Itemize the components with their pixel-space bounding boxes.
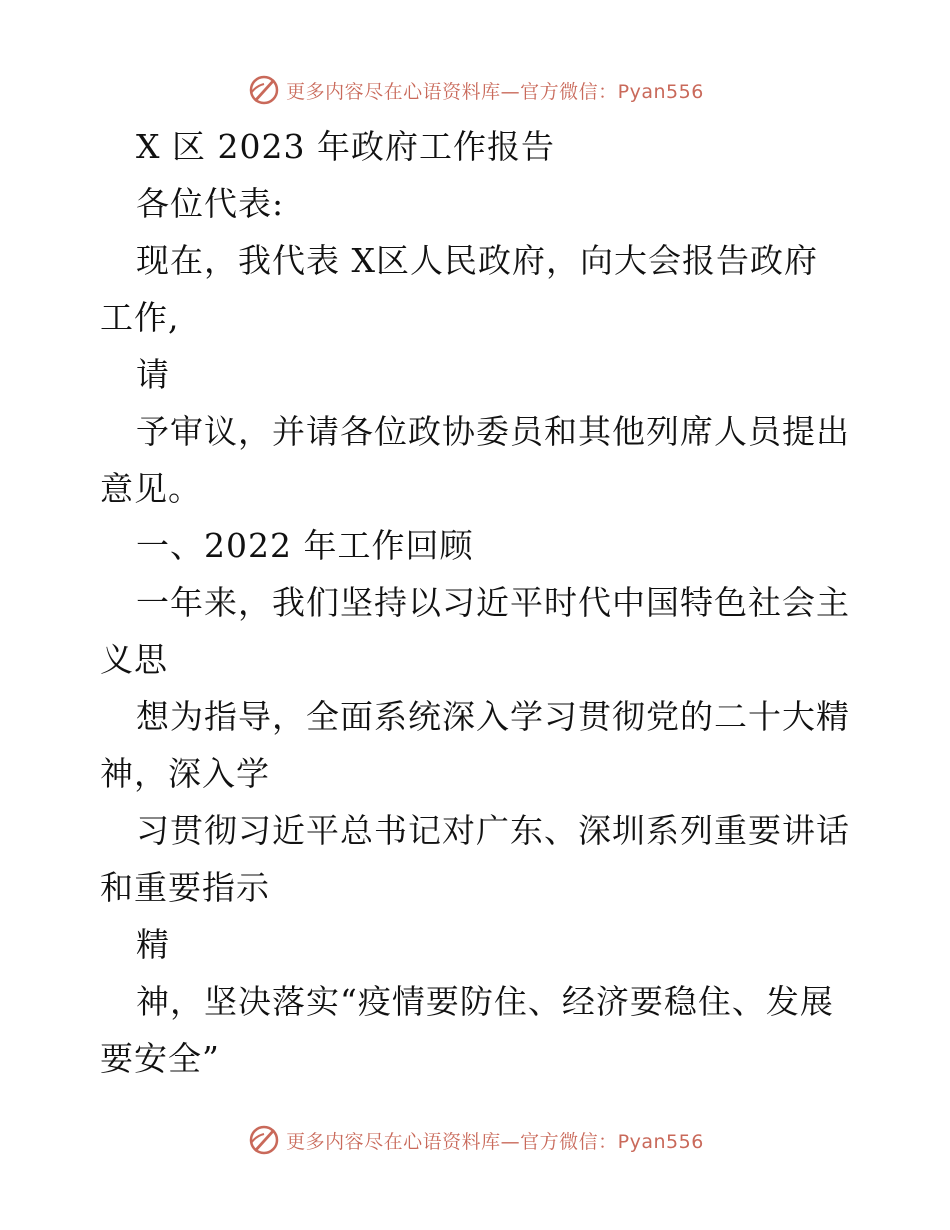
document-line: 神，坚决落实“疫情要防住、经济要稳住、发展 bbox=[136, 982, 834, 1021]
document-line: 工作, bbox=[100, 298, 180, 337]
document-line: 想为指导，全面系统深入学习贯彻党的二十大精 bbox=[136, 697, 850, 736]
watermark-text: 更多内容尽在心语资料库—官方微信：Pyan556 bbox=[286, 1130, 704, 1153]
document-line: 请 bbox=[136, 355, 170, 394]
document-line: 义思 bbox=[100, 640, 168, 679]
document-line: X 区 2023 年政府工作报告 bbox=[136, 127, 555, 166]
document-line: 神，深入学 bbox=[100, 754, 270, 793]
document-line: 意见。 bbox=[100, 469, 202, 508]
document-line: 习贯彻习近平总书记对广东、深圳系列重要讲话 bbox=[136, 811, 850, 850]
quill-logo-icon bbox=[246, 1122, 282, 1158]
document-line: 予审议，并请各位政协委员和其他列席人员提出 bbox=[136, 412, 850, 451]
document-line: 精 bbox=[136, 925, 170, 964]
document-line: 和重要指示 bbox=[100, 868, 270, 907]
document-line: 一、2022 年工作回顾 bbox=[136, 526, 474, 565]
document-line: 要安全” bbox=[100, 1039, 220, 1078]
document-body bbox=[100, 118, 860, 1087]
quill-logo-icon bbox=[246, 72, 282, 108]
document-line: 现在，我代表 X区人民政府，向大会报告政府 bbox=[136, 241, 818, 280]
watermark-text: 更多内容尽在心语资料库—官方微信：Pyan556 bbox=[286, 80, 704, 103]
header-watermark bbox=[0, 70, 950, 110]
document-line: 一年来，我们坚持以习近平时代中国特色社会主 bbox=[136, 583, 850, 622]
footer-watermark bbox=[0, 1120, 950, 1160]
document-line: 各位代表: bbox=[136, 184, 285, 223]
